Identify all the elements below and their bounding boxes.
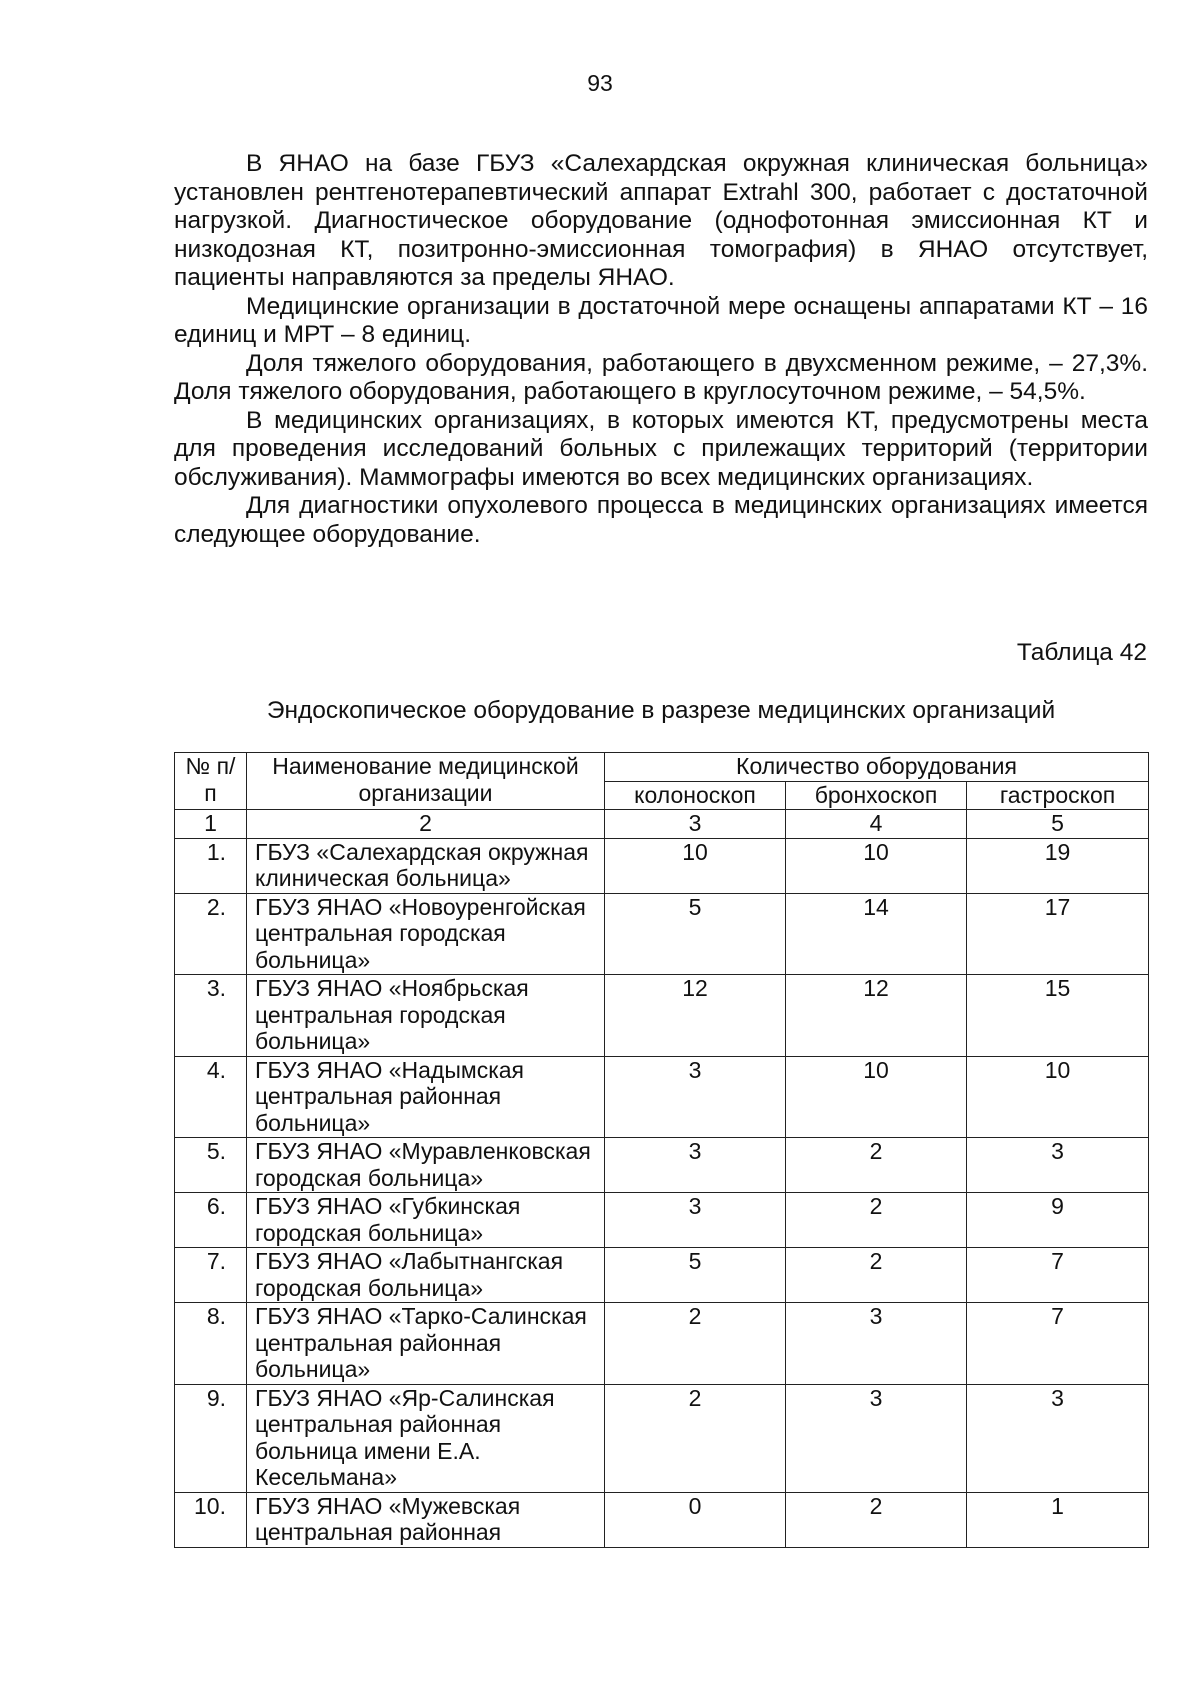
row-number-cell: 3. — [175, 975, 247, 1057]
table-row — [175, 838, 1149, 893]
row-number-cell: 9. — [175, 1384, 247, 1492]
gastroscope-count-cell: 3 — [967, 1138, 1149, 1193]
row-number-cell: 5. — [175, 1138, 247, 1193]
table-header — [175, 753, 1149, 810]
gastroscope-count-cell: 1 — [967, 1492, 1149, 1547]
row-number-cell: 8. — [175, 1303, 247, 1385]
gastroscope-count-cell: 9 — [967, 1193, 1149, 1248]
column-number-row — [175, 810, 1149, 839]
table-number: Таблица 42 — [1016, 639, 1147, 666]
bronchoscope-count-cell: 2 — [786, 1492, 967, 1547]
table-row — [175, 1193, 1149, 1248]
table-row — [175, 975, 1149, 1057]
paragraph: В медицинских организациях, в которых имеются КТ, предусмотрены места для проведения исследований больных с прилежащих территорий (территории обслуживания). Маммографы имеются во всех медицинских организациях. — [174, 406, 1148, 491]
organization-name-cell: ГБУЗ ЯНАО «Муравленковская городская больница» — [247, 1138, 605, 1193]
organization-name-cell: ГБУЗ ЯНАО «Надымская центральная районная больница» — [247, 1056, 605, 1138]
organization-name-cell: ГБУЗ ЯНАО «Лабытнангская городская больница» — [247, 1248, 605, 1303]
gastroscope-count-cell: 3 — [967, 1384, 1149, 1492]
equipment-table — [174, 752, 1149, 1548]
table-row — [175, 1384, 1149, 1492]
paragraph: Для диагностики опухолевого процесса в медицинских организациях имеется следующее оборудование. — [174, 492, 1148, 548]
table-row — [175, 1138, 1149, 1193]
colonoscope-count-cell: 5 — [605, 1248, 786, 1303]
colonoscope-count-cell: 0 — [605, 1492, 786, 1547]
colonoscope-count-cell: 2 — [605, 1384, 786, 1492]
column-number: 5 — [967, 810, 1149, 839]
organization-name-cell: ГБУЗ ЯНАО «Губкинская городская больница» — [247, 1193, 605, 1248]
bronchoscope-count-cell: 2 — [786, 1138, 967, 1193]
organization-name-cell: ГБУЗ ЯНАО «Новоуренгойская центральная городская больница» — [247, 893, 605, 975]
organization-name-cell: ГБУЗ ЯНАО «Мужевская центральная районная — [247, 1492, 605, 1547]
paragraph: Медицинские организации в достаточной мере оснащены аппаратами КТ – 16 единиц и МРТ – 8 единиц. — [174, 292, 1148, 348]
row-number-cell: 1. — [175, 838, 247, 893]
column-number: 4 — [786, 810, 967, 839]
table-row — [175, 1248, 1149, 1303]
colonoscope-count-cell: 5 — [605, 893, 786, 975]
colonoscope-count-cell: 3 — [605, 1193, 786, 1248]
row-number-cell: 10. — [175, 1492, 247, 1547]
bronchoscope-count-cell: 3 — [786, 1303, 967, 1385]
colonoscope-count-cell: 3 — [605, 1056, 786, 1138]
gastroscope-count-cell: 15 — [967, 975, 1149, 1057]
table-row — [175, 1303, 1149, 1385]
colonoscope-count-cell: 12 — [605, 975, 786, 1057]
bronchoscope-count-cell: 2 — [786, 1193, 967, 1248]
organization-name-cell: ГБУЗ ЯНАО «Яр-Салинская центральная районная больница имени Е.А. Кесельмана» — [247, 1384, 605, 1492]
header-colonoscope: колоноскоп — [605, 781, 786, 810]
gastroscope-count-cell: 19 — [967, 838, 1149, 893]
column-number: 1 — [175, 810, 247, 839]
bronchoscope-count-cell: 14 — [786, 893, 967, 975]
gastroscope-count-cell: 7 — [967, 1248, 1149, 1303]
header-gastroscope: гастроскоп — [967, 781, 1149, 810]
row-number-cell: 7. — [175, 1248, 247, 1303]
header-quantity: Количество оборудования — [605, 753, 1149, 782]
colonoscope-count-cell: 10 — [605, 838, 786, 893]
bronchoscope-count-cell: 2 — [786, 1248, 967, 1303]
header-bronchoscope: бронхоскоп — [786, 781, 967, 810]
table-row — [175, 893, 1149, 975]
body-text — [174, 150, 1148, 549]
bronchoscope-count-cell: 10 — [786, 838, 967, 893]
column-number: 2 — [247, 810, 605, 839]
header-row — [175, 753, 1149, 782]
row-number-cell: 4. — [175, 1056, 247, 1138]
bronchoscope-count-cell: 12 — [786, 975, 967, 1057]
organization-name-cell: ГБУЗ ЯНАО «Ноябрьская центральная городская больница» — [247, 975, 605, 1057]
paragraph: В ЯНАО на базе ГБУЗ «Салехардская окружная клиническая больница» установлен рентгенотерапевтический аппарат Extrahl 300, работает с достаточной нагрузкой. Диагностическое оборудование (однофотонная эмиссионная КТ и низкодозная КТ, позитронно-эмиссионная томография) в ЯНАО отсутствует, пациенты направляются за пределы ЯНАО. — [174, 150, 1148, 291]
gastroscope-count-cell: 7 — [967, 1303, 1149, 1385]
table-row — [175, 1492, 1149, 1547]
table-body — [175, 810, 1149, 1548]
gastroscope-count-cell: 17 — [967, 893, 1149, 975]
bronchoscope-count-cell: 3 — [786, 1384, 967, 1492]
table-title: Эндоскопическое оборудование в разрезе медицинских организаций — [266, 697, 1056, 724]
gastroscope-count-cell: 10 — [967, 1056, 1149, 1138]
column-number: 3 — [605, 810, 786, 839]
row-number-cell: 2. — [175, 893, 247, 975]
bronchoscope-count-cell: 10 — [786, 1056, 967, 1138]
header-organization: Наименование медицинской организации — [247, 753, 605, 810]
header-num: № п/п — [175, 753, 247, 810]
colonoscope-count-cell: 3 — [605, 1138, 786, 1193]
paragraph: Доля тяжелого оборудования, работающего в двухсменном режиме, – 27,3%. Доля тяжелого оборудования, работающего в круглосуточном режиме, – 54,5%. — [174, 349, 1148, 405]
row-number-cell: 6. — [175, 1193, 247, 1248]
organization-name-cell: ГБУЗ «Салехардская окружная клиническая больница» — [247, 838, 605, 893]
colonoscope-count-cell: 2 — [605, 1303, 786, 1385]
page-number: 93 — [587, 70, 613, 96]
organization-name-cell: ГБУЗ ЯНАО «Тарко-Салинская центральная районная больница» — [247, 1303, 605, 1385]
table-row — [175, 1056, 1149, 1138]
